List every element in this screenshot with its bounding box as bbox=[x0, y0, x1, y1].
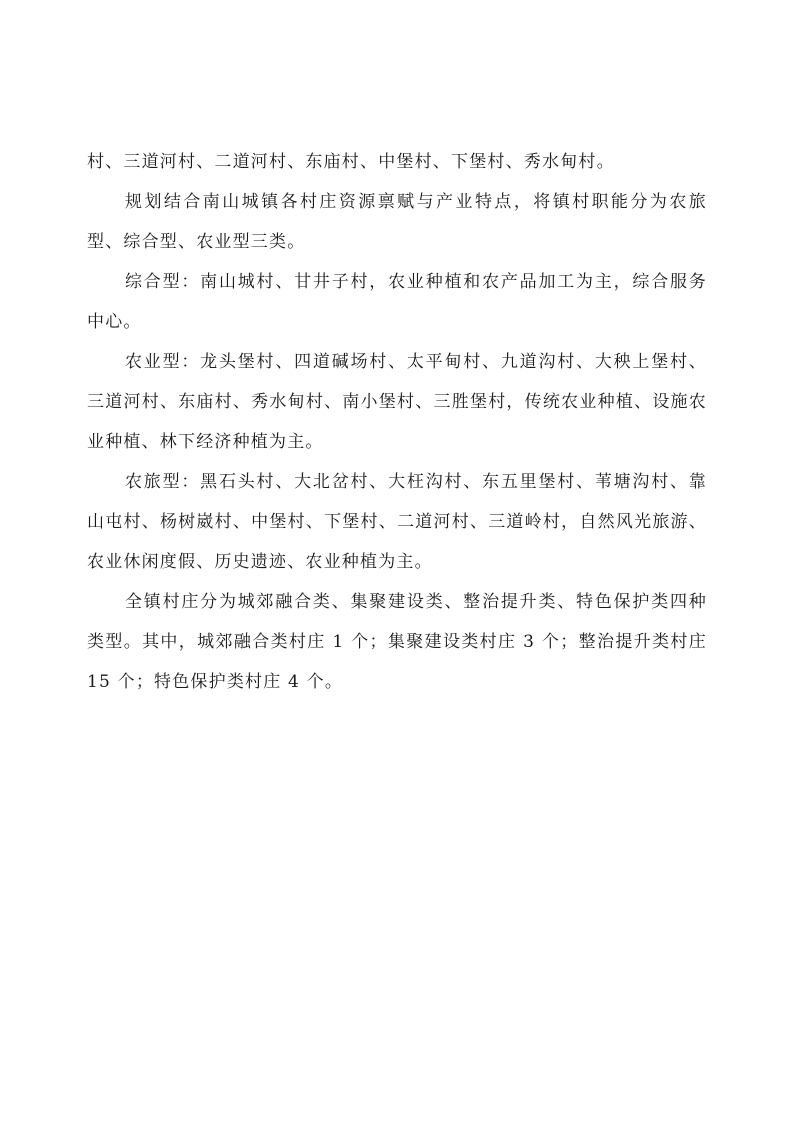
paragraph-function-classification: 规划结合南山城镇各村庄资源禀赋与产业特点，将镇村职能分为农旅型、综合型、农业型三类。 bbox=[87, 192, 707, 252]
paragraph-agritourism-type: 农旅型：黑石头村、大北岔村、大枉沟村、东五里堡村、苇塘沟村、靠山屯村、杨树崴村、中堡村、下堡村、二道河村、三道岭村，自然风光旅游、农业休闲度假、历史遗迹、农业种植为主。 bbox=[87, 472, 707, 572]
paragraph-comprehensive-type: 综合型：南山城村、甘井子村，农业种植和农产品加工为主，综合服务中心。 bbox=[87, 272, 707, 332]
document-body bbox=[87, 142, 707, 702]
paragraph-agricultural-type: 农业型：龙头堡村、四道碱场村、太平甸村、九道沟村、大秧上堡村、三道河村、东庙村、秀水甸村、南小堡村、三胜堡村，传统农业种植、设施农业种植、林下经济种植为主。 bbox=[87, 352, 707, 452]
paragraph-continuation: 村、三道河村、二道河村、东庙村、中堡村、下堡村、秀水甸村。 bbox=[87, 152, 615, 172]
paragraph-village-categories: 全镇村庄分为城郊融合类、集聚建设类、整治提升类、特色保护类四种类型。其中，城郊融合类村庄 1 个；集聚建设类村庄 3 个；整治提升类村庄 15 个；特色保护类村庄 4 个。 bbox=[87, 592, 707, 692]
